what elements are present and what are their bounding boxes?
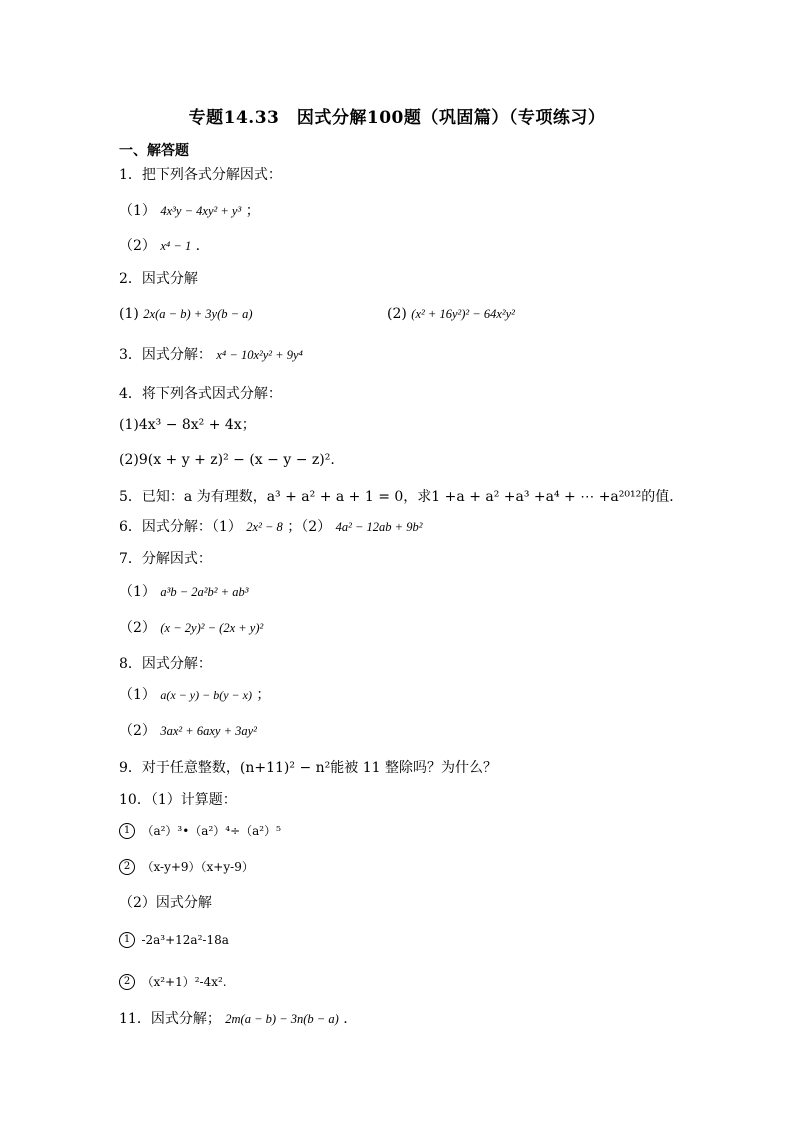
question-1-part-2 bbox=[119, 237, 200, 255]
question-7-stem: 7．分解因式： bbox=[119, 551, 212, 567]
question-1-part-1 bbox=[119, 202, 260, 220]
question-10-item-2 bbox=[119, 858, 254, 876]
expression-text: （x²+1）²-4x². bbox=[141, 975, 227, 989]
part-label: (1) bbox=[119, 306, 139, 322]
math-expression: 2m(a − b) − 3n(b − a) bbox=[225, 1012, 339, 1026]
part-label: (2) bbox=[387, 306, 407, 322]
punctuation: ； bbox=[245, 203, 260, 219]
question-4-part-1: (1)4x³ − 8x² + 4x； bbox=[119, 417, 256, 433]
question-8-part-2 bbox=[119, 722, 257, 740]
question-3-stem: 3．因式分解： bbox=[119, 347, 212, 363]
question-11-stem: 11．因式分解； bbox=[119, 1011, 221, 1027]
question-7-part-1 bbox=[119, 583, 249, 601]
question-10-item-3 bbox=[119, 931, 229, 949]
expression-text: -2a³+12a²-18a bbox=[141, 933, 229, 947]
question-9: 9．对于任意整数，(n+11)² − n²能被 11 整除吗？为什么？ bbox=[119, 760, 497, 776]
question-10-stem: 10．（1）计算题： bbox=[119, 792, 237, 808]
math-expression: a(x − y) − b(y − x) bbox=[160, 688, 252, 702]
question-7-part-2 bbox=[119, 619, 263, 637]
question-10-item-4 bbox=[119, 973, 227, 991]
question-4-stem: 4．将下列各式因式分解： bbox=[119, 386, 282, 402]
question-5: 5．已知：a 为有理数，a³ + a² + a + 1 = 0，求1 +a + a² +a³ +a⁴ + ⋯ +a²⁰¹²的值． bbox=[119, 489, 684, 505]
question-10-item-1 bbox=[119, 822, 281, 840]
part-label: （2） bbox=[119, 238, 156, 254]
part-label: （2） bbox=[119, 620, 156, 636]
question-6 bbox=[119, 518, 422, 536]
circled-number-2: 2 bbox=[119, 974, 135, 990]
circled-number-1: 1 bbox=[119, 823, 135, 839]
math-expression: 2x² − 8 bbox=[246, 520, 283, 534]
math-expression: 3ax² + 6axy + 3ay² bbox=[160, 724, 257, 738]
expression-text: （x-y+9）（x+y-9） bbox=[141, 860, 254, 874]
question-10-stem-2: （2）因式分解 bbox=[119, 895, 212, 911]
math-expression: 4a² − 12ab + 9b² bbox=[335, 520, 423, 534]
question-11 bbox=[119, 1010, 348, 1028]
question-2-part-2 bbox=[387, 305, 515, 323]
expression-text: （a²）³•（a²）⁴÷（a²）⁵ bbox=[141, 824, 281, 838]
math-expression: x⁴ − 1 bbox=[160, 239, 192, 253]
math-expression: 2x(a − b) + 3y(b − a) bbox=[143, 307, 253, 321]
question-8-stem: 8．因式分解： bbox=[119, 656, 212, 672]
section-heading: 一、解答题 bbox=[119, 143, 189, 159]
part-label: （1） bbox=[119, 584, 156, 600]
circled-number-2: 2 bbox=[119, 859, 135, 875]
question-3 bbox=[119, 346, 303, 364]
math-expression: 4x³y − 4xy² + y³ bbox=[160, 204, 242, 218]
question-6-stem: 6．因式分解：（1） bbox=[119, 519, 242, 535]
question-8-part-1 bbox=[119, 686, 270, 704]
part-label: （1） bbox=[119, 203, 156, 219]
math-expression: (x − 2y)² − (2x + y)² bbox=[160, 621, 264, 635]
question-1-stem: 1．把下列各式分解因式： bbox=[119, 167, 282, 183]
part-label: （1） bbox=[119, 687, 156, 703]
circled-number-1: 1 bbox=[119, 932, 135, 948]
question-4-part-2: (2)9(x + y + z)² − (x − y − z)². bbox=[119, 452, 335, 468]
math-expression: x⁴ − 10x²y² + 9y⁴ bbox=[216, 348, 303, 362]
separator-text: ；（2） bbox=[287, 519, 332, 535]
math-expression: (x² + 16y²)² − 64x²y² bbox=[411, 307, 515, 321]
question-2-part-1 bbox=[119, 305, 253, 323]
part-label: （2） bbox=[119, 723, 156, 739]
punctuation: ； bbox=[256, 687, 271, 703]
question-2-stem: 2．因式分解 bbox=[119, 271, 198, 287]
page-title: 专题14.33 因式分解100题（巩固篇）（专项练习） bbox=[188, 108, 606, 128]
math-expression: a³b − 2a²b² + ab³ bbox=[160, 585, 249, 599]
punctuation: . bbox=[343, 1011, 348, 1027]
punctuation: . bbox=[195, 238, 201, 254]
